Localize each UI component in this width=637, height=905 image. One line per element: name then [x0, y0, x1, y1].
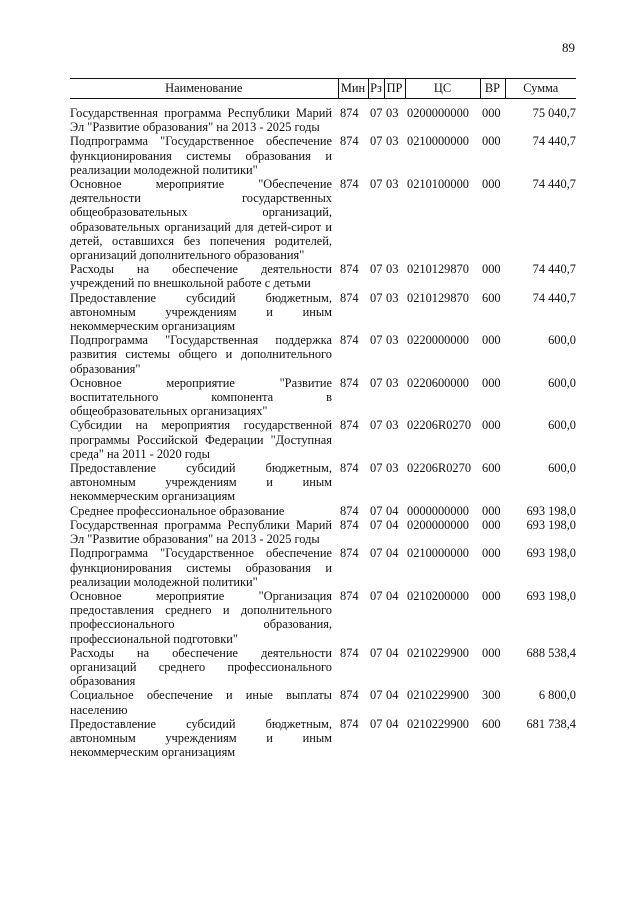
table-row	[70, 589, 576, 646]
cell-rz: 07	[370, 503, 383, 518]
cell-name: Основное мероприятие "Развитие воспитательного компонента в общеобразовательных организациях"	[70, 375, 332, 419]
cell-min: 874	[340, 716, 359, 731]
cell-sum: 600,0	[548, 333, 576, 348]
cell-rz: 07	[370, 262, 383, 277]
cell-min: 874	[340, 134, 359, 149]
cell-cs: 0220600000	[407, 375, 469, 390]
column-header-vr: ВР	[480, 79, 505, 99]
cell-name: Государственная программа Республики Марий Эл "Развитие образования" на 2013 - 2025 годы	[70, 517, 332, 547]
cell-pr: 03	[386, 418, 399, 433]
cell-sum: 600,0	[548, 418, 576, 433]
cell-pr: 04	[386, 546, 399, 561]
cell-vr: 000	[482, 262, 501, 277]
cell-name: Предоставление субсидий бюджетным, автономным учреждениям и иным некоммерческим организациям	[70, 716, 332, 760]
cell-pr: 03	[386, 134, 399, 149]
cell-cs: 0210200000	[407, 588, 469, 603]
cell-vr: 000	[482, 177, 501, 192]
cell-rz: 07	[370, 517, 383, 532]
cell-vr: 000	[482, 375, 501, 390]
cell-rz: 07	[370, 375, 383, 390]
cell-pr: 03	[386, 262, 399, 277]
column-header-sum: Сумма	[505, 79, 576, 99]
table-row	[70, 504, 576, 518]
cell-pr: 04	[386, 503, 399, 518]
cell-min: 874	[340, 461, 359, 476]
cell-min: 874	[340, 333, 359, 348]
cell-cs: 0200000000	[407, 517, 469, 532]
column-header-pr: ПР	[384, 79, 405, 99]
cell-min: 874	[340, 106, 359, 120]
cell-name: Подпрограмма "Государственная поддержка развития системы общего и дополнительного образования"	[70, 333, 332, 376]
cell-name: Расходы на обеспечение деятельности учреждений по внешкольной работе с детьми	[70, 262, 332, 291]
table-row	[70, 418, 576, 461]
cell-pr: 03	[386, 333, 399, 348]
cell-rz: 07	[370, 588, 383, 603]
table-row	[70, 376, 576, 419]
cell-min: 874	[340, 645, 359, 660]
cell-vr: 000	[482, 134, 501, 149]
cell-min: 874	[340, 688, 359, 703]
cell-pr: 03	[386, 375, 399, 390]
cell-vr: 000	[482, 517, 501, 532]
cell-cs: 0220000000	[407, 333, 469, 348]
cell-name: Основное мероприятие "Обеспечение деятельности государственных общеобразовательных организаций, образовательных организаций для детей-сирот и детей, оставшихся без попечения родителей, организаций дополнительного образования"	[70, 177, 332, 263]
cell-cs: 0000000000	[407, 503, 469, 518]
table-row	[70, 688, 576, 716]
cell-vr: 000	[482, 503, 501, 518]
cell-rz: 07	[370, 134, 383, 149]
cell-sum: 693 198,0	[526, 546, 576, 561]
cell-cs: 02206R0270	[407, 461, 472, 476]
cell-cs: 0210229900	[407, 688, 469, 703]
cell-vr: 600	[482, 716, 501, 731]
table-header-row	[70, 79, 576, 99]
cell-vr: 000	[482, 645, 501, 660]
cell-sum: 74 440,7	[532, 134, 576, 149]
cell-min: 874	[340, 588, 359, 603]
cell-sum: 600,0	[548, 375, 576, 390]
cell-rz: 07	[370, 177, 383, 192]
cell-pr: 03	[386, 461, 399, 476]
table-row	[70, 333, 576, 376]
cell-vr: 000	[482, 106, 501, 120]
budget-table	[70, 78, 576, 759]
cell-cs: 0210229900	[407, 716, 469, 731]
cell-vr: 300	[482, 688, 501, 703]
table-row	[70, 262, 576, 290]
table-row	[70, 461, 576, 504]
cell-min: 874	[340, 418, 359, 433]
cell-name: Предоставление субсидий бюджетным, автономным учреждениям и иным некоммерческим организациям	[70, 290, 332, 334]
cell-name: Подпрограмма "Государственное обеспечение функционирования системы образования и реализации молодежной политики"	[70, 134, 332, 177]
cell-sum: 75 040,7	[532, 106, 576, 120]
cell-vr: 000	[482, 588, 501, 603]
cell-cs: 0210129870	[407, 262, 469, 277]
cell-min: 874	[340, 177, 359, 192]
cell-name: Расходы на обеспечение деятельности организаций среднего профессионального образования	[70, 645, 332, 689]
cell-sum: 74 440,7	[532, 290, 576, 305]
table-row	[70, 134, 576, 177]
cell-vr: 000	[482, 418, 501, 433]
cell-cs: 0210229900	[407, 645, 469, 660]
table-row	[70, 717, 576, 760]
cell-pr: 04	[386, 588, 399, 603]
cell-cs: 02206R0270	[407, 418, 472, 433]
cell-sum: 74 440,7	[532, 177, 576, 192]
cell-rz: 07	[370, 106, 383, 120]
cell-rz: 07	[370, 716, 383, 731]
cell-pr: 03	[386, 290, 399, 305]
cell-name: Подпрограмма "Государственное обеспечение функционирования системы образования и реализации молодежной политики"	[70, 546, 332, 589]
cell-cs: 0210000000	[407, 546, 469, 561]
cell-sum: 688 538,4	[526, 645, 576, 660]
cell-rz: 07	[370, 461, 383, 476]
cell-cs: 0200000000	[407, 106, 469, 120]
cell-min: 874	[340, 290, 359, 305]
cell-name: Основное мероприятие "Организация предоставления среднего и дополнительного профессионального образования, профессиональной подготовки"	[70, 588, 332, 646]
cell-rz: 07	[370, 546, 383, 561]
cell-rz: 07	[370, 290, 383, 305]
cell-name: Социальное обеспечение и иные выплаты населению	[70, 688, 332, 717]
cell-pr: 04	[386, 688, 399, 703]
cell-vr: 000	[482, 333, 501, 348]
cell-cs: 0210000000	[407, 134, 469, 149]
cell-cs: 0210129870	[407, 290, 469, 305]
cell-pr: 03	[386, 106, 399, 120]
table-row	[70, 177, 576, 262]
cell-vr: 600	[482, 461, 501, 476]
table-body	[70, 99, 576, 760]
cell-rz: 07	[370, 418, 383, 433]
cell-vr: 000	[482, 546, 501, 561]
cell-sum: 600,0	[548, 461, 576, 476]
cell-sum: 74 440,7	[532, 262, 576, 277]
cell-sum: 693 198,0	[526, 517, 576, 532]
cell-min: 874	[340, 546, 359, 561]
cell-pr: 04	[386, 645, 399, 660]
cell-min: 874	[340, 517, 359, 532]
cell-min: 874	[340, 262, 359, 277]
cell-sum: 693 198,0	[526, 588, 576, 603]
table-row	[70, 99, 576, 135]
cell-name: Субсидии на мероприятия государственной программы Российской Федерации "Доступная среда" на 2011 - 2020 годы	[70, 418, 332, 461]
cell-rz: 07	[370, 333, 383, 348]
cell-name: Среднее профессиональное образование	[70, 503, 285, 518]
column-header-name: Наименование	[70, 79, 338, 99]
cell-name: Предоставление субсидий бюджетным, автономным учреждениям и иным некоммерческим организациям	[70, 461, 332, 504]
table-row	[70, 291, 576, 334]
table-row	[70, 518, 576, 546]
cell-rz: 07	[370, 688, 383, 703]
cell-sum: 693 198,0	[526, 503, 576, 518]
cell-pr: 04	[386, 517, 399, 532]
cell-name: Государственная программа Республики Марий Эл "Развитие образования" на 2013 - 2025 годы	[70, 106, 332, 135]
cell-sum: 681 738,4	[526, 716, 576, 731]
table-row	[70, 646, 576, 689]
column-header-min: Мин	[338, 79, 368, 99]
cell-vr: 600	[482, 290, 501, 305]
cell-min: 874	[340, 375, 359, 390]
page-number: 89	[562, 40, 575, 55]
cell-rz: 07	[370, 645, 383, 660]
cell-pr: 04	[386, 716, 399, 731]
column-header-rz: Рз	[368, 79, 384, 99]
table-row	[70, 546, 576, 589]
cell-sum: 6 800,0	[538, 688, 576, 703]
cell-pr: 03	[386, 177, 399, 192]
column-header-cs: ЦС	[405, 79, 480, 99]
cell-cs: 0210100000	[407, 177, 469, 192]
cell-min: 874	[340, 503, 359, 518]
